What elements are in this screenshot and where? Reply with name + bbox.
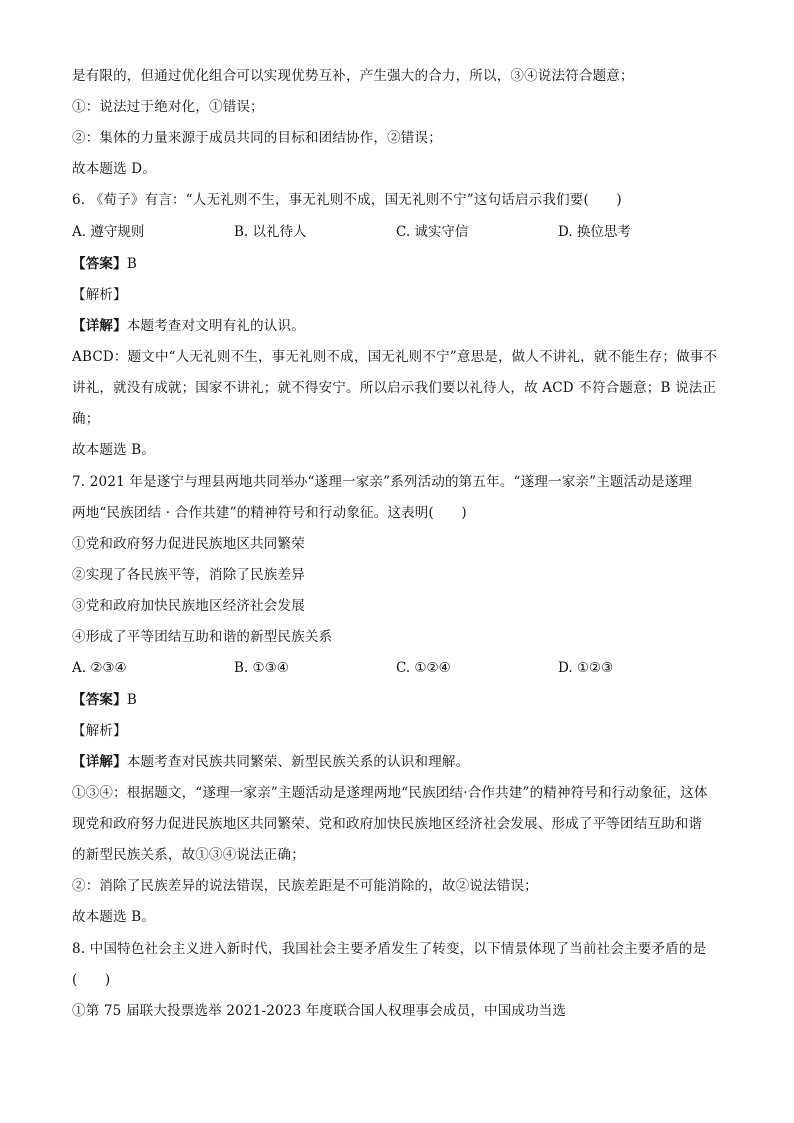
q7-option-c: C. ①②④ <box>396 660 451 676</box>
q7-statement-1: ①党和政府努力促进民族地区共同繁荣 <box>72 536 305 552</box>
question-6: 6. 《荀子》有言：“人无礼则不生，事无礼则不成，国无礼则不宁”这句话启示我们要( ) <box>72 192 622 208</box>
answer-tag: 【答案】 <box>72 692 127 708</box>
q7-option-b: B. ①③④ <box>234 660 289 676</box>
answer-value: B <box>126 692 137 708</box>
q6-option-d: D. 换位思考 <box>558 224 631 240</box>
text-line: 故本题选 B。 <box>72 909 156 925</box>
text-line: ( ) <box>72 972 111 988</box>
text-line: 的新型民族关系，故①③④说法正确； <box>72 847 305 863</box>
text-line: ①：说法过于绝对化，①错误； <box>72 99 264 115</box>
text-line: 讲礼，就没有成就；国家不讲礼；就不得安宁。所以启示我们要以礼待人，故 ACD 不符合题意；B 说法正 <box>72 380 717 396</box>
q6-analysis-tag: 【解析】 <box>72 287 127 303</box>
q7-statement-2: ②实现了各民族平等，消除了民族差异 <box>72 567 305 583</box>
q7-options <box>72 658 732 678</box>
q7-option-d: D. ①②③ <box>558 660 614 676</box>
text-line: 现党和政府努力促进民族地区共同繁荣、党和政府加快民族地区经济社会发展、形成了平等团结互助和谐 <box>72 816 703 832</box>
q8-statement-1: ①第 75 届联大投票选举 2021-2023 年度联合国人权理事会成员，中国成功当选 <box>72 1003 567 1019</box>
detail-tag: 【详解】 <box>72 318 127 334</box>
detail-tag: 【详解】 <box>72 754 127 770</box>
text-line: ①③④：根据题文，“遂理一家亲”主题活动是遂理两地“民族团结·合作共建”的精神符号和行动象征，这体 <box>72 785 708 801</box>
detail-text: 本题考查对民族共同繁荣、新型民族关系的认识和理解。 <box>126 754 470 770</box>
q6-option-a: A. 遵守规则 <box>72 224 145 240</box>
q7-option-a: A. ②③④ <box>72 660 127 676</box>
q6-answer <box>72 254 137 274</box>
text-line: 确； <box>72 411 100 427</box>
q6-option-c: C. 诚实守信 <box>396 224 469 240</box>
question-8: 8. 中国特色社会主义进入新时代，我国社会主要矛盾发生了转变，以下情景体现了当前社会主要矛盾的是 <box>72 941 707 957</box>
text-line: ABCD：题文中“人无礼则不生，事无礼则不成，国无礼则不宁”意思是，做人不讲礼，就不能生存；做事不 <box>72 349 718 365</box>
q7-statement-3: ③党和政府加快民族地区经济社会发展 <box>72 598 305 614</box>
q7-analysis-tag: 【解析】 <box>72 723 127 739</box>
q6-option-b: B. 以礼待人 <box>234 224 307 240</box>
q7-detail <box>72 752 469 772</box>
text-line: 是有限的，但通过优化组合可以实现优势互补，产生强大的合力，所以，③④说法符合题意； <box>72 68 634 84</box>
q6-detail <box>72 316 305 336</box>
text-line: 故本题选 D。 <box>72 161 157 177</box>
question-7: 7. 2021 年是遂宁与理县两地共同举办“遂理一家亲”系列活动的第五年。“遂理一家亲”主题活动是遂理 <box>72 474 693 490</box>
answer-tag: 【答案】 <box>72 256 127 272</box>
text-line: 两地“民族团结 · 合作共建”的精神符号和行动象征。这表明( ) <box>72 505 467 521</box>
detail-text: 本题考查对文明有礼的认识。 <box>126 318 305 334</box>
q6-options <box>72 222 732 242</box>
q7-answer <box>72 690 137 710</box>
text-line: ②：集体的力量来源于成员共同的目标和团结协作，②错误； <box>72 130 442 146</box>
text-line: ②：消除了民族差异的说法错误，民族差距是不可能消除的，故②说法错误； <box>72 878 538 894</box>
q7-statement-4: ④形成了平等团结互助和谐的新型民族关系 <box>72 629 333 645</box>
text-line: 故本题选 B。 <box>72 442 156 458</box>
answer-value: B <box>126 256 137 272</box>
